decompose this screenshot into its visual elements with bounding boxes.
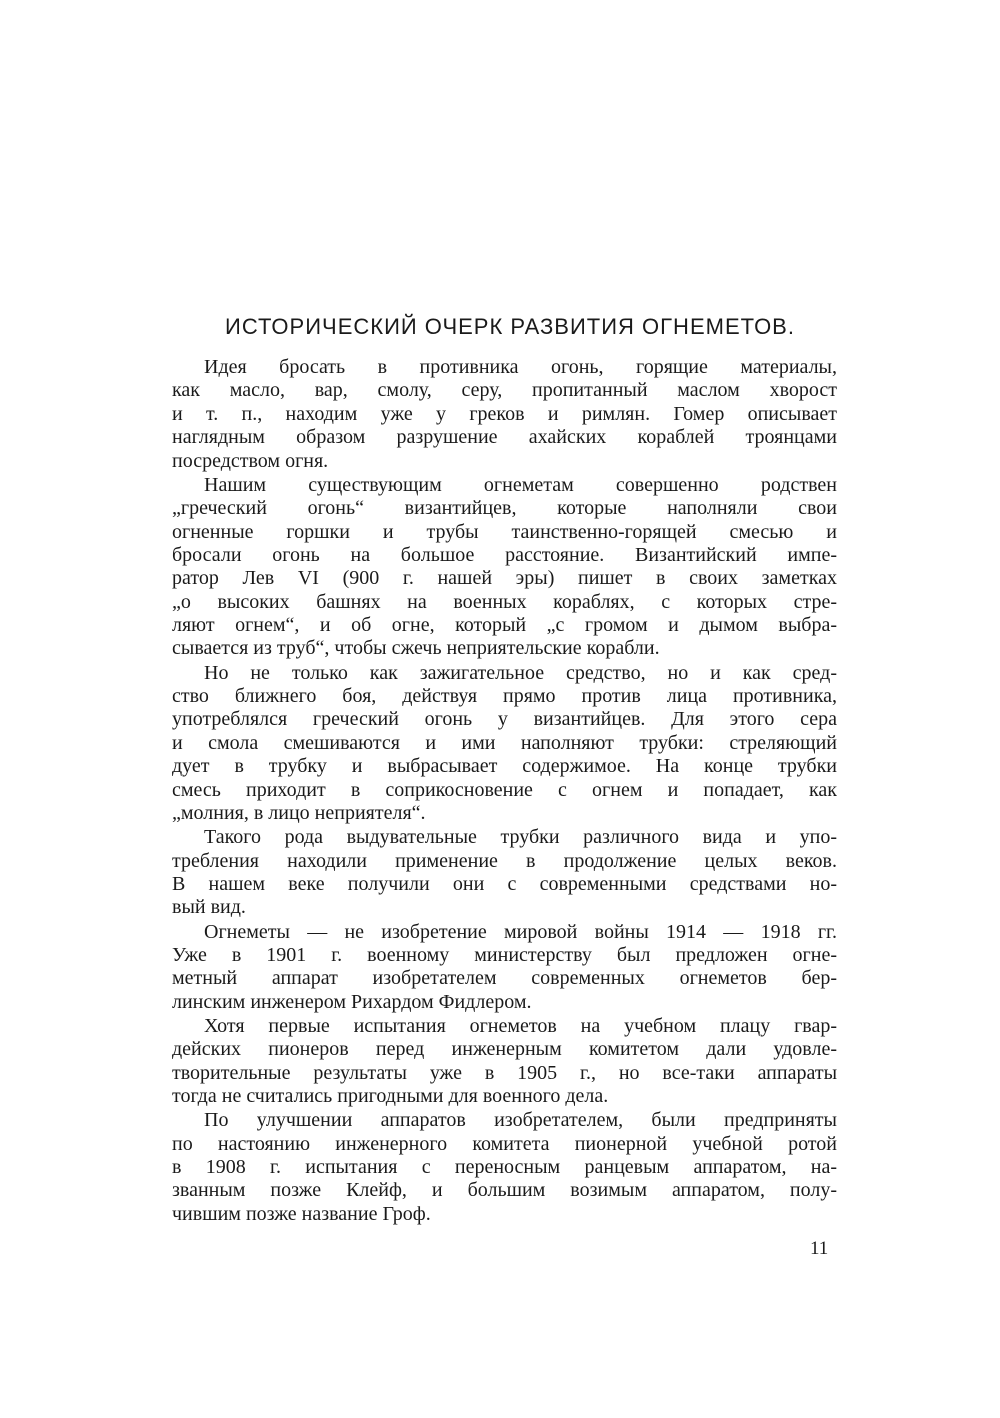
chapter-title: ИСТОРИЧЕСКИЙ ОЧЕРК РАЗВИТИЯ ОГНЕМЕТОВ. xyxy=(225,314,795,339)
text-line: По улучшении аппаратов изобретателем, были предприняты xyxy=(204,1109,837,1132)
text-line: тогда не считались пригодными для военного дела. xyxy=(172,1085,609,1108)
text-line: Огнеметы — не изобретение мировой войны 1914 — 1918 гг. xyxy=(204,920,837,943)
text-line: метный аппарат изобретателем современных огнеметов бер- xyxy=(172,967,837,990)
body-text xyxy=(172,356,837,1226)
paragraph xyxy=(172,474,837,661)
paragraph xyxy=(172,921,837,1015)
text-line: и смола смешиваются и ими наполняют трубки: стреляющий xyxy=(172,731,837,754)
text-line: чившим позже название Гроф. xyxy=(172,1202,431,1225)
page-number: 11 xyxy=(810,1238,829,1259)
text-line: званным позже Клейф, и большим возимым аппаратом, полу- xyxy=(172,1179,837,1202)
paragraph xyxy=(172,1109,837,1226)
text-line: „о высоких башнях на военных кораблях, с которых стре- xyxy=(172,590,837,613)
text-line: требления находили применение в продолжение целых веков. xyxy=(172,849,837,872)
text-line: В нашем веке получили они с современными средствами но- xyxy=(172,872,837,895)
text-line: по настоянию инженерного комитета пионерной учебной ротой xyxy=(172,1132,837,1155)
text-line: смесь приходит в соприкосновение с огнем и попадает, как xyxy=(172,778,837,801)
text-line: сывается из труб“, чтобы сжечь неприятельские корабли. xyxy=(172,637,660,660)
text-line: Нашим существующим огнеметам совершенно родствен xyxy=(204,473,837,496)
text-line: Хотя первые испытания огнеметов на учебном плацу гвар- xyxy=(204,1014,837,1037)
text-line: дует в трубку и выбрасывает содержимое. На конце трубки xyxy=(172,755,837,778)
text-line: употреблялся греческий огонь у византийцев. Для этого сера xyxy=(172,708,837,731)
text-line: линским инженером Рихардом Фидлером. xyxy=(172,990,532,1013)
text-line: как масло, вар, смолу, серу, пропитанный маслом хворост xyxy=(172,379,837,402)
text-line: Но не только как зажигательное средство, но и как сред- xyxy=(204,661,837,684)
text-line: Уже в 1901 г. военному министерству был предложен огне- xyxy=(172,943,837,966)
text-line: в 1908 г. испытания с переносным ранцевым аппаратом, на- xyxy=(172,1156,837,1179)
text-line: ляют огнем“, и об огне, который „с громом и дымом выбра- xyxy=(172,614,837,637)
text-line: огненные горшки и трубы таинственно-горящей смесью и xyxy=(172,520,837,543)
text-line: творительные результаты уже в 1905 г., но все-таки аппараты xyxy=(172,1061,837,1084)
text-line: ство ближнего боя, действуя прямо против лица противника, xyxy=(172,685,837,708)
text-line: дейских пионеров перед инженерным комитетом дали удовле- xyxy=(172,1038,837,1061)
text-line: посредством огня. xyxy=(172,449,329,472)
text-line: бросали огонь на большое расстояние. Византийский импе- xyxy=(172,543,837,566)
paragraph xyxy=(172,1015,837,1109)
text-line: вый вид. xyxy=(172,896,246,919)
text-line: ратор Лев VI (900 г. нашей эры) пишет в своих заметках xyxy=(172,567,837,590)
paragraph xyxy=(172,662,837,826)
paragraph xyxy=(172,356,837,473)
text-line: „молния, в лицо неприятеля“. xyxy=(172,802,426,825)
paragraph xyxy=(172,826,837,920)
text-line: Такого рода выдувательные трубки различного вида и упо- xyxy=(204,826,837,849)
text-line: „греческий огонь“ византийцев, которые наполняли свои xyxy=(172,497,837,520)
text-line: Идея бросать в противника огонь, горящие материалы, xyxy=(204,356,837,378)
text-line: наглядным образом разрушение ахайских кораблей троянцами xyxy=(172,426,837,449)
text-line: и т. п., находим уже у греков и римлян. Гомер описывает xyxy=(172,402,837,425)
